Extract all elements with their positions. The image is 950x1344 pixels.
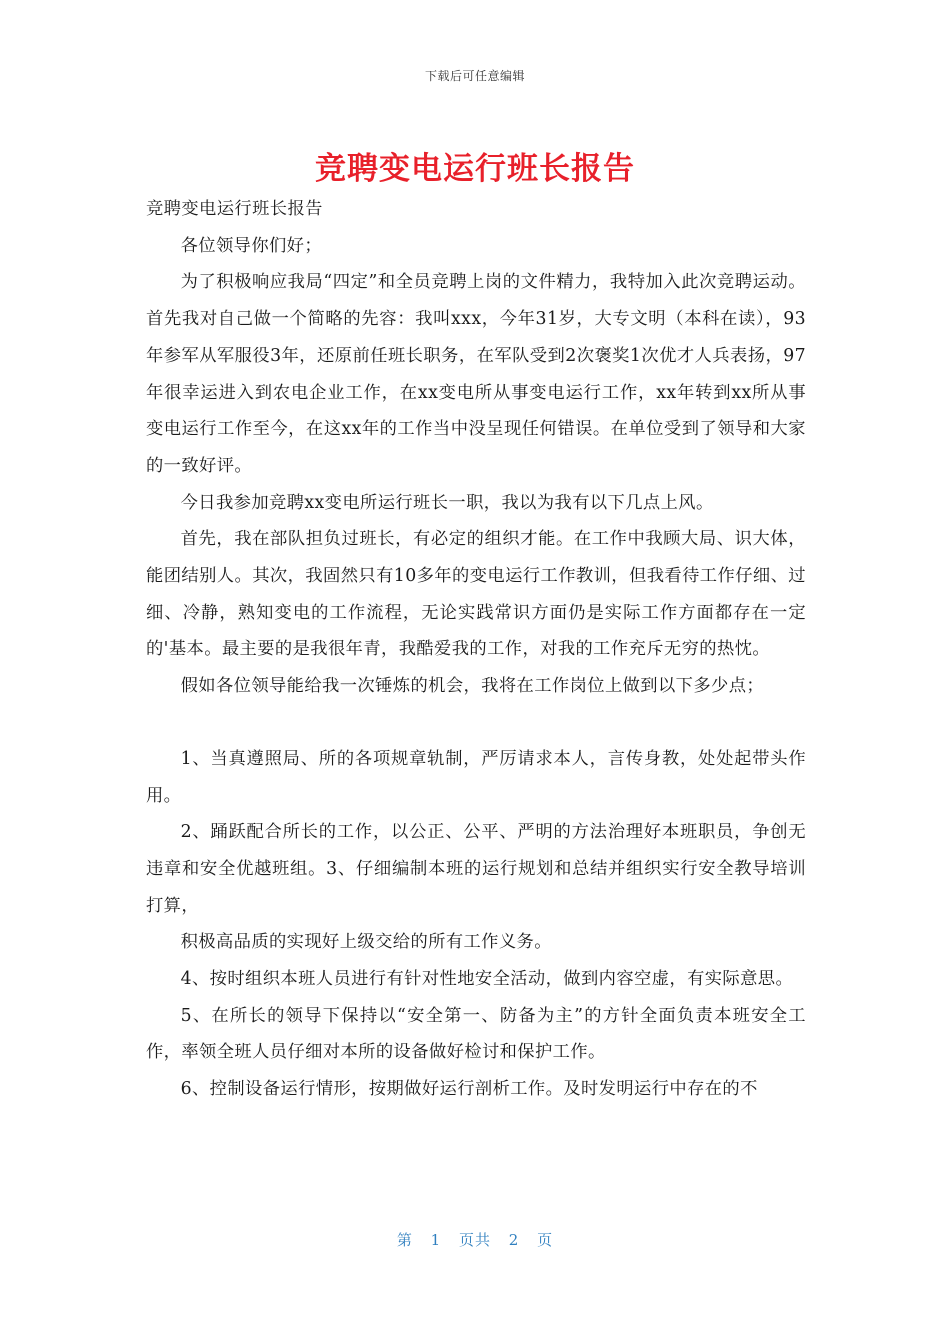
list-item: 4、按时组织本班人员进行有针对性地安全活动，做到内容空虚，有实际意思。	[180, 969, 794, 990]
page-current-number: 1	[430, 1231, 442, 1249]
paragraph-greeting: 各位领导你们好；	[180, 235, 323, 256]
document-body	[146, 191, 806, 1108]
list-item: 6、控制设备运行情形，按期做好运行剖析工作。及时发明运行中存在的不	[180, 1079, 758, 1100]
paragraph-commitments-intro: 假如各位领导能给我一次锤炼的机会，我将在工作岗位上做到以下多少点；	[180, 676, 765, 697]
header-note: 下载后可任意编辑	[424, 69, 525, 83]
paragraph-advantages: 首先，我在部队担负过班长，有必定的组织才能。在工作中我顾大局、识大体，能团结别人。其次，我固然只有10多年的变电运行工作教训，但我看待工作仔细、过细、冷静，熟知变电的工作流程，无论实践常识方面仍是实际工作方面都存在一定的'基本。最主要的是我很年青，我酷爱我的工作，对我的工作充斥无穷的热忱。	[146, 529, 806, 660]
document-title: 竞聘变电运行班长报告	[315, 151, 635, 187]
list-item: 1、当真遵照局、所的各项规章轨制，严厉请求本人，言传身教，处处起带头作用。	[146, 748, 806, 806]
list-item: 积极高品质的实现好上级交给的所有工作义务。	[180, 932, 552, 953]
page-mid-label: 页共	[458, 1231, 491, 1249]
paragraph-spacer	[146, 705, 806, 741]
page-total-number: 2	[508, 1231, 520, 1249]
page-footer	[0, 1229, 950, 1250]
document-subtitle: 竞聘变电运行班长报告	[146, 199, 323, 219]
paragraph-introduction: 为了积极响应我局“四定”和全员竞聘上岗的文件精力，我特加入此次竞聘运动。首先我对自己做一个简略的先容：我叫xxx，今年31岁，大专文明（本科在读），93年参军从军服役3年，还原前任班长职务，在军队受到2次褒奖1次优才人兵表扬，97年很幸运进入到农电企业工作，在xx变电所从事变电运行工作，xx年转到xx所从事变电运行工作至今，在这xx年的工作当中没呈现任何错误。在单位受到了领导和大家的一致好评。	[146, 272, 806, 476]
paragraph-advantages-intro: 今日我参加竞聘xx变电所运行班长一职，我以为我有以下几点上风。	[180, 492, 714, 513]
page-suffix-label: 页	[537, 1231, 554, 1249]
list-item: 5、在所长的领导下保持以“安全第一、防备为主”的方针全面负责本班安全工作，率领全班人员仔细对本所的设备做好检讨和保护工作。	[146, 1005, 806, 1063]
list-item: 2、踊跃配合所长的工作，以公正、公平、严明的方法治理好本班职员，争创无违章和安全优越班组。3、仔细编制本班的运行规划和总结并组织实行安全教导培训打算，	[146, 822, 806, 916]
page-label: 第	[396, 1231, 413, 1249]
